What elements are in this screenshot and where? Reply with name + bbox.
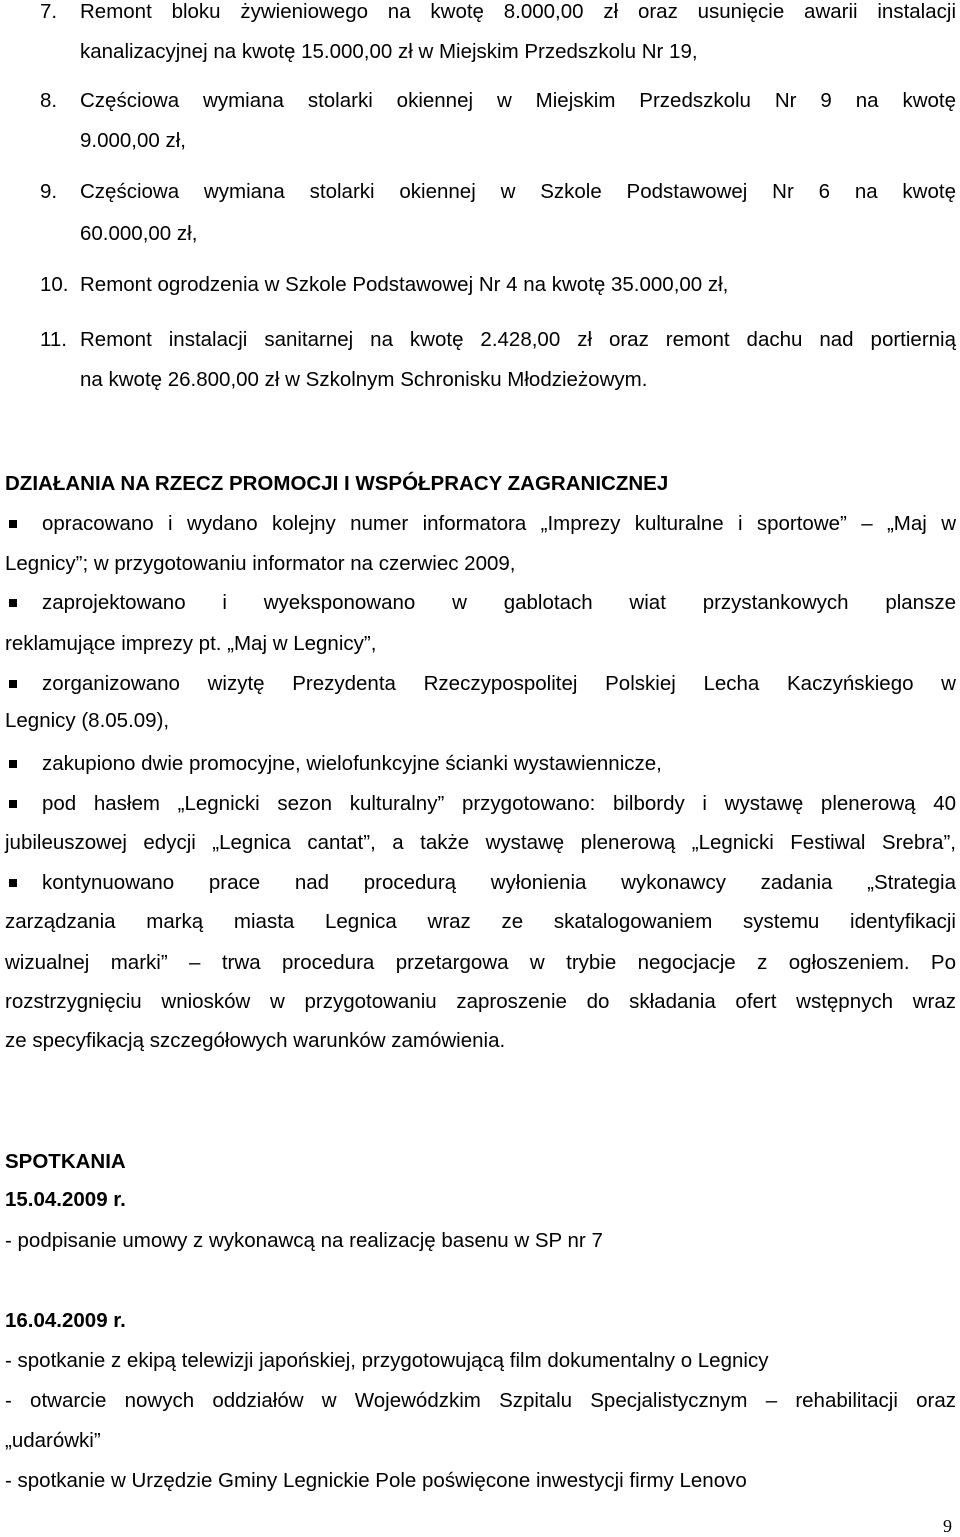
meeting-item: - spotkanie w Urzędzie Gminy Legnickie Pole poświęcone inwestycji firmy Lenovo	[5, 1469, 747, 1492]
bullet-square-icon	[9, 760, 17, 768]
list-item-text: 60.000,00 zł,	[80, 222, 198, 245]
bullet-text: rozstrzygnięciu wniosków w przygotowaniu zaproszenie do składania ofert wstępnych wraz	[5, 990, 956, 1013]
meeting-item: - podpisanie umowy z wykonawcą na realizację basenu w SP nr 7	[5, 1229, 603, 1252]
bullet-text: wizualnej marki” – trwa procedura przetargowa w trybie negocjacje z ogłoszeniem. Po	[5, 951, 956, 974]
bullet-square-icon	[9, 800, 17, 808]
meeting-item: - spotkanie z ekipą telewizji japońskiej, przygotowującą film dokumentalny o Legnicy	[5, 1349, 769, 1372]
bullet-text: zakupiono dwie promocyjne, wielofunkcyjne ścianki wystawiennicze,	[42, 752, 662, 775]
bullet-text: zaprojektowano i wyeksponowano w gablotach wiat przystankowych plansze	[42, 591, 956, 614]
bullet-text: ze specyfikacją szczegółowych warunków zamówienia.	[5, 1029, 506, 1052]
list-item-text: Częściowa wymiana stolarki okiennej w Szkole Podstawowej Nr 6 na kwotę	[80, 180, 956, 203]
list-number: 11.	[40, 328, 67, 351]
bullet-square-icon	[9, 599, 17, 607]
bullet-text: pod hasłem „Legnicki sezon kulturalny” przygotowano: bilbordy i wystawę plenerową 40	[42, 792, 956, 815]
list-item-text: 9.000,00 zł,	[80, 129, 186, 152]
bullet-text: Legnicy”; w przygotowaniu informator na czerwiec 2009,	[5, 552, 516, 575]
bullet-text: reklamujące imprezy pt. „Maj w Legnicy”,	[5, 632, 377, 655]
bullet-text: opracowano i wydano kolejny numer informatora „Imprezy kulturalne i sportowe” – „Maj w	[42, 512, 956, 535]
list-number: 9.	[40, 180, 58, 203]
meeting-date: 16.04.2009 r.	[5, 1309, 126, 1332]
bullet-square-icon	[9, 879, 17, 887]
list-item-text: Remont instalacji sanitarnej na kwotę 2.428,00 zł oraz remont dachu nad portiernią	[80, 328, 956, 351]
meeting-date: 15.04.2009 r.	[5, 1188, 126, 1211]
bullet-square-icon	[9, 680, 17, 688]
list-item-text: kanalizacyjnej na kwotę 15.000,00 zł w Miejskim Przedszkolu Nr 19,	[80, 40, 698, 63]
section-heading: DZIAŁANIA NA RZECZ PROMOCJI I WSPÓŁPRACY ZAGRANICZNEJ	[5, 472, 669, 495]
bullet-text: zarządzania marką miasta Legnica wraz ze skatalogowaniem systemu identyfikacji	[5, 910, 956, 933]
list-number: 10.	[40, 273, 69, 296]
bullet-text: kontynuowano prace nad procedurą wyłonienia wykonawcy zadania „Strategia	[42, 871, 956, 894]
section-heading: SPOTKANIA	[5, 1150, 126, 1173]
bullet-text: jubileuszowej edycji „Legnica cantat”, a także wystawę plenerową „Legnicki Festiwal Srebra”,	[5, 831, 956, 854]
list-item-text: Remont ogrodzenia w Szkole Podstawowej Nr 4 na kwotę 35.000,00 zł,	[80, 273, 729, 296]
list-item-text: Remont bloku żywieniowego na kwotę 8.000,00 zł oraz usunięcie awarii instalacji	[80, 0, 956, 23]
bullet-square-icon	[9, 520, 17, 528]
page-number: 9	[943, 1516, 952, 1536]
list-number: 7.	[40, 0, 58, 23]
meeting-item: „udarówki”	[5, 1429, 101, 1452]
bullet-text: zorganizowano wizytę Prezydenta Rzeczypospolitej Polskiej Lecha Kaczyńskiego w	[42, 672, 956, 695]
list-item-text: na kwotę 26.800,00 zł w Szkolnym Schronisku Młodzieżowym.	[80, 368, 648, 391]
list-number: 8.	[40, 89, 58, 112]
bullet-text: Legnicy (8.05.09),	[5, 709, 170, 732]
list-item-text: Częściowa wymiana stolarki okiennej w Miejskim Przedszkolu Nr 9 na kwotę	[80, 89, 956, 112]
meeting-item: - otwarcie nowych oddziałów w Wojewódzkim Szpitalu Specjalistycznym – rehabilitacji oraz	[5, 1389, 956, 1412]
